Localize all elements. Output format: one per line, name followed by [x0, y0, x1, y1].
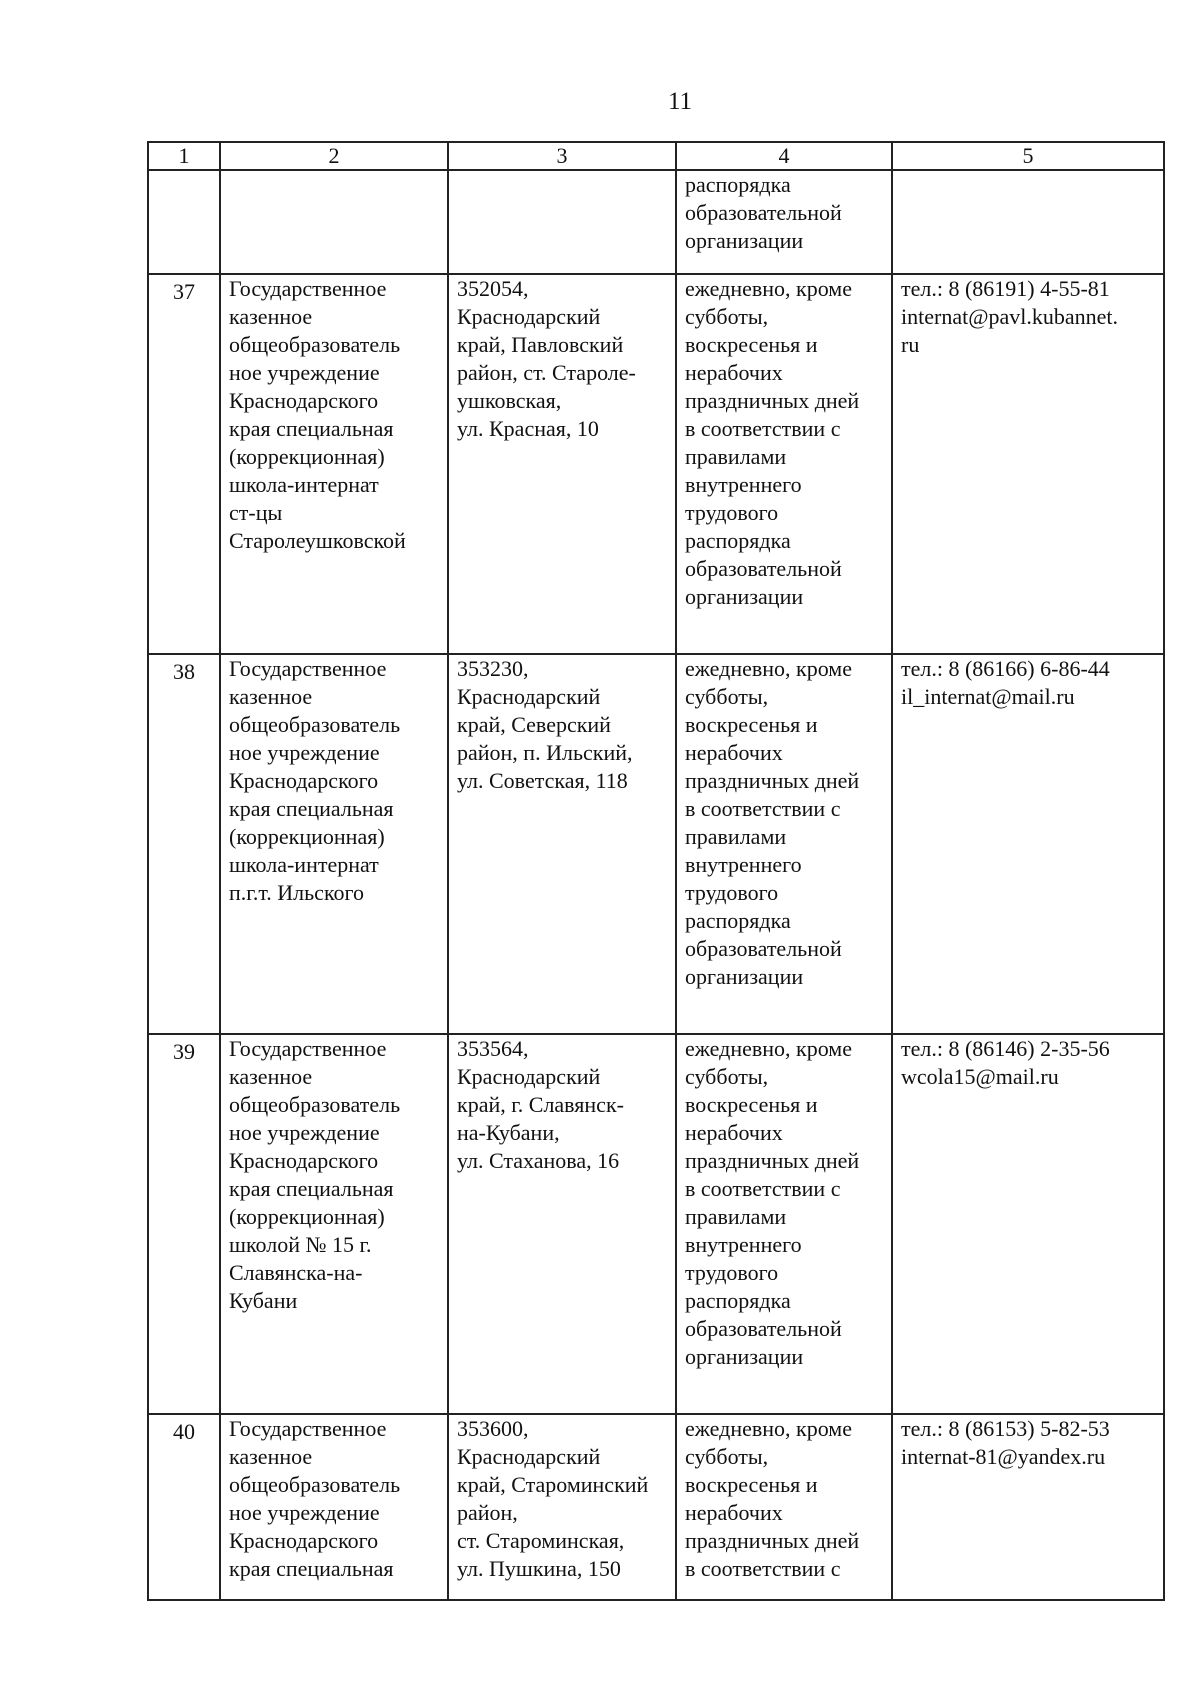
cell-line: воскресенья и	[685, 1472, 818, 1497]
cell-line: в соответствии с	[685, 1176, 841, 1201]
cell-line: края специальная	[229, 1556, 394, 1581]
cell-line: в соответствии с	[685, 1556, 841, 1581]
cell-line: ежедневно, кроме	[685, 1416, 852, 1441]
cell-line: правилами	[685, 1204, 787, 1229]
cell-line: ное учреждение	[229, 1500, 380, 1525]
cell-line: Государственное	[229, 276, 387, 301]
institution-name-cell	[220, 274, 448, 654]
cell-line: субботы,	[685, 304, 769, 329]
cell-line: (коррекционная)	[229, 1204, 385, 1229]
cell-line: Краснодарского	[229, 1528, 379, 1553]
cell-line: ст. Староминская,	[457, 1528, 625, 1553]
cell-line: праздничных дней	[685, 1148, 860, 1173]
header-col-3: 3	[448, 142, 676, 170]
cell-line: район, ст. Староле-	[457, 360, 636, 385]
cell-line: общеобразователь	[229, 712, 401, 737]
cell-line: края специальная	[229, 796, 394, 821]
cell-line: школа-интернат	[229, 852, 379, 877]
cell-line: общеобразователь	[229, 1092, 401, 1117]
cell-line: казенное	[229, 1444, 313, 1469]
table-row	[148, 1414, 1164, 1600]
cell-line: Старолеушковской	[229, 528, 406, 553]
address-cell	[448, 1034, 676, 1414]
address-cell	[448, 170, 676, 274]
schedule-cell	[676, 1034, 892, 1414]
cell-line: wcola15@mail.ru	[901, 1064, 1059, 1089]
cell-line: 353230,	[457, 656, 529, 681]
cell-line: распорядка	[685, 172, 791, 197]
cell-line: школа-интернат	[229, 472, 379, 497]
cell-line: 352054,	[457, 276, 529, 301]
cell-line: казенное	[229, 684, 313, 709]
cell-line: ежедневно, кроме	[685, 1036, 852, 1061]
cell-line: трудового	[685, 1260, 779, 1285]
institution-name-cell	[220, 1414, 448, 1600]
cell-line: ежедневно, кроме	[685, 276, 852, 301]
contacts-cell	[892, 1414, 1164, 1600]
cell-line: края специальная	[229, 416, 394, 441]
cell-line: край, Павловский	[457, 332, 624, 357]
cell-line: тел.: 8 (86191) 4-55-81	[901, 276, 1110, 301]
cell-line: Славянска-на-	[229, 1260, 363, 1285]
cell-line: распорядка	[685, 528, 791, 553]
table-row	[148, 170, 1164, 274]
cell-line: распорядка	[685, 1288, 791, 1313]
contacts-cell	[892, 654, 1164, 1034]
cell-line: в соответствии с	[685, 796, 841, 821]
cell-line: казенное	[229, 1064, 313, 1089]
cell-line: ное учреждение	[229, 740, 380, 765]
cell-line: тел.: 8 (86166) 6-86-44	[901, 656, 1110, 681]
header-col-1: 1	[148, 142, 220, 170]
cell-line: организации	[685, 584, 804, 609]
institution-name-cell	[220, 170, 448, 274]
cell-line: нерабочих	[685, 1120, 783, 1145]
header-col-2: 2	[220, 142, 448, 170]
address-cell	[448, 654, 676, 1034]
cell-line: Краснодарский	[457, 684, 601, 709]
cell-line: ушковская,	[457, 388, 562, 413]
row-number-cell	[148, 170, 220, 274]
cell-line: организации	[685, 964, 804, 989]
institution-name-cell	[220, 654, 448, 1034]
schedule-cell	[676, 170, 892, 274]
cell-line: Краснодарский	[457, 304, 601, 329]
cell-line: внутреннего	[685, 852, 802, 877]
contacts-cell	[892, 1034, 1164, 1414]
cell-line: Государственное	[229, 1036, 387, 1061]
institutions-table	[147, 141, 1165, 1601]
cell-line: субботы,	[685, 1064, 769, 1089]
cell-line: трудового	[685, 880, 779, 905]
cell-line: организации	[685, 228, 804, 253]
cell-line: праздничных дней	[685, 768, 860, 793]
cell-line: нерабочих	[685, 1500, 783, 1525]
cell-line: воскресенья и	[685, 712, 818, 737]
cell-line: Краснодарского	[229, 768, 379, 793]
cell-line: Государственное	[229, 1416, 387, 1441]
cell-line: 353600,	[457, 1416, 529, 1441]
schedule-cell	[676, 274, 892, 654]
cell-line: ул. Пушкина, 150	[457, 1556, 621, 1581]
cell-line: край, г. Славянск-	[457, 1092, 624, 1117]
table-row	[148, 1034, 1164, 1414]
cell-line: общеобразователь	[229, 332, 401, 357]
cell-line: ное учреждение	[229, 1120, 380, 1145]
cell-line: нерабочих	[685, 740, 783, 765]
address-cell	[448, 274, 676, 654]
cell-line: праздничных дней	[685, 388, 860, 413]
cell-line: субботы,	[685, 1444, 769, 1469]
cell-line: школой № 15 г.	[229, 1232, 372, 1257]
cell-line: в соответствии с	[685, 416, 841, 441]
cell-line: internat@pavl.kubannet.	[901, 304, 1118, 329]
table-row	[148, 274, 1164, 654]
contacts-cell	[892, 170, 1164, 274]
cell-line: субботы,	[685, 684, 769, 709]
cell-line: ул. Красная, 10	[457, 416, 599, 441]
cell-line: общеобразователь	[229, 1472, 401, 1497]
row-number-cell: 38	[148, 654, 220, 1034]
cell-line: правилами	[685, 444, 787, 469]
cell-line: организации	[685, 1344, 804, 1369]
cell-line: район, п. Ильский,	[457, 740, 633, 765]
cell-line: распорядка	[685, 908, 791, 933]
schedule-cell	[676, 1414, 892, 1600]
cell-line: ru	[901, 332, 920, 357]
address-cell	[448, 1414, 676, 1600]
header-col-5: 5	[892, 142, 1164, 170]
cell-line: трудового	[685, 500, 779, 525]
table-row	[148, 654, 1164, 1034]
cell-line: образовательной	[685, 200, 842, 225]
cell-line: нерабочих	[685, 360, 783, 385]
cell-line: internat-81@yandex.ru	[901, 1444, 1106, 1469]
cell-line: край, Северский	[457, 712, 611, 737]
cell-line: внутреннего	[685, 472, 802, 497]
cell-line: воскресенья и	[685, 1092, 818, 1117]
cell-line: ул. Стаханова, 16	[457, 1148, 620, 1173]
cell-line: на-Кубани,	[457, 1120, 560, 1145]
cell-line: воскресенья и	[685, 332, 818, 357]
cell-line: ное учреждение	[229, 360, 380, 385]
cell-line: Краснодарского	[229, 388, 379, 413]
cell-line: ул. Советская, 118	[457, 768, 628, 793]
cell-line: края специальная	[229, 1176, 394, 1201]
cell-line: (коррекционная)	[229, 824, 385, 849]
page-number: 11	[667, 88, 693, 115]
cell-line: правилами	[685, 824, 787, 849]
cell-line: образовательной	[685, 556, 842, 581]
cell-line: казенное	[229, 304, 313, 329]
row-number-cell: 37	[148, 274, 220, 654]
cell-line: Кубани	[229, 1288, 298, 1313]
table-header-row	[148, 142, 1164, 170]
cell-line: тел.: 8 (86146) 2-35-56	[901, 1036, 1110, 1061]
cell-line: п.г.т. Ильского	[229, 880, 364, 905]
cell-line: Краснодарский	[457, 1444, 601, 1469]
cell-line: Краснодарский	[457, 1064, 601, 1089]
row-number-cell: 39	[148, 1034, 220, 1414]
cell-line: образовательной	[685, 1316, 842, 1341]
cell-line: (коррекционная)	[229, 444, 385, 469]
cell-line: 353564,	[457, 1036, 529, 1061]
cell-line: ст-цы	[229, 500, 283, 525]
schedule-cell	[676, 654, 892, 1034]
cell-line: праздничных дней	[685, 1528, 860, 1553]
cell-line: внутреннего	[685, 1232, 802, 1257]
cell-line: тел.: 8 (86153) 5-82-53	[901, 1416, 1110, 1441]
cell-line: Краснодарского	[229, 1148, 379, 1173]
institution-name-cell	[220, 1034, 448, 1414]
cell-line: край, Староминский	[457, 1472, 649, 1497]
cell-line: ежедневно, кроме	[685, 656, 852, 681]
contacts-cell	[892, 274, 1164, 654]
row-number-cell: 40	[148, 1414, 220, 1600]
cell-line: образовательной	[685, 936, 842, 961]
cell-line: Государственное	[229, 656, 387, 681]
header-col-4: 4	[676, 142, 892, 170]
cell-line: il_internat@mail.ru	[901, 684, 1075, 709]
cell-line: район,	[457, 1500, 518, 1525]
